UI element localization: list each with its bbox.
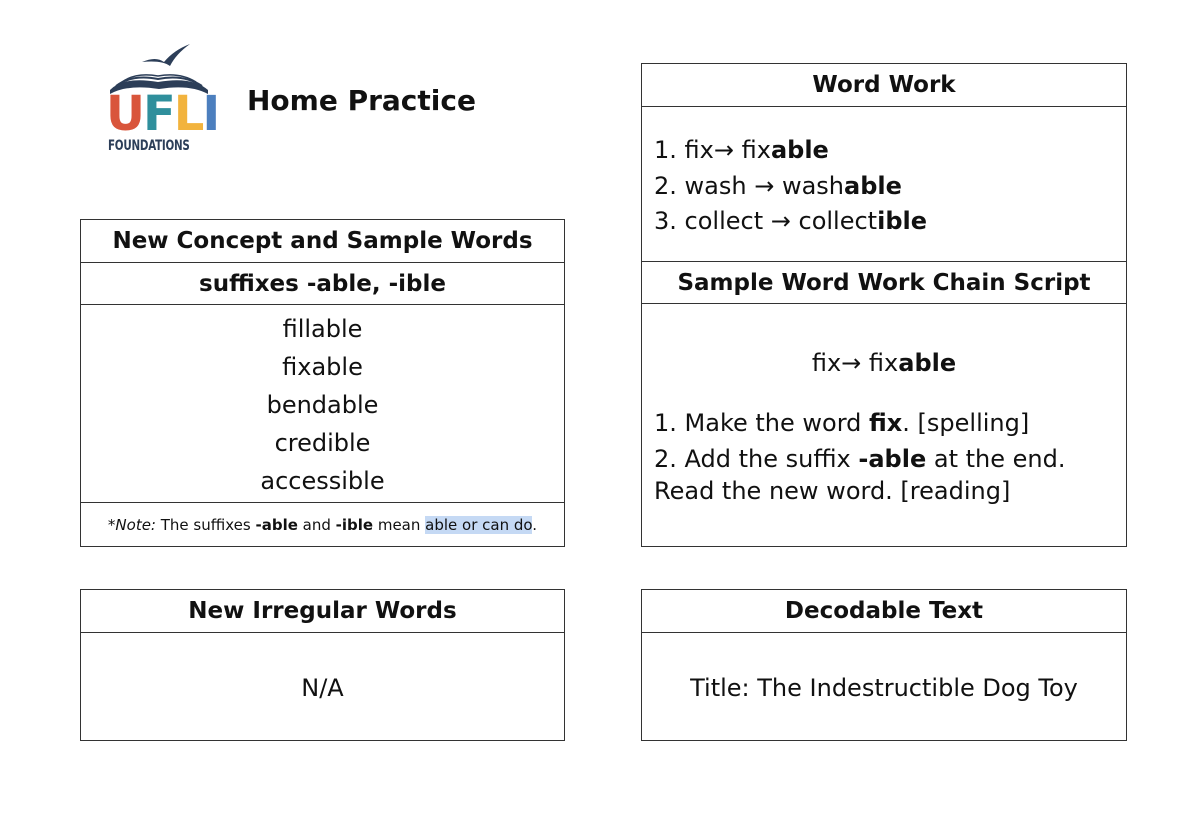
note-text: . [532,515,538,534]
logo-letter-u: U [106,86,143,142]
sample-word: fixable [282,353,363,381]
sample-word: fillable [282,315,363,343]
logo-subtitle: FOUNDATIONS [108,138,190,154]
sample-word: bendable [266,391,379,419]
logo-letter-i: I [202,86,219,142]
word-work-header: Word Work [642,64,1126,107]
note-text: mean [373,515,426,534]
word-work-item: 2. wash → washable [654,172,902,200]
word-work-box [641,63,1127,547]
note-highlight: able or can do [425,515,533,534]
ufli-logo [104,42,219,157]
logo-letter-l: L [173,86,203,142]
sample-word: credible [274,429,371,457]
chain-example: fix→ fixable [811,349,957,377]
chain-script-header: Sample Word Work Chain Script [642,261,1126,304]
note-suffix-able: -able [255,515,298,534]
decodable-title: Title: The Indestructible Dog Toy [690,674,1078,702]
chain-step-1: 1. Make the word fix. [spelling] [654,409,1030,437]
concept-note [81,502,564,546]
irregular-box [80,589,565,741]
page-title: Home Practice [247,84,476,117]
note-suffix-ible: -ible [335,515,374,534]
chain-step-2: 2. Add the suffix -able at the end. [654,445,1066,473]
decodable-box [641,589,1127,741]
word-work-item: 1. fix→ fixable [654,136,829,164]
note-label: *Note: [107,515,156,534]
sample-word-list [81,310,564,500]
irregular-header: New Irregular Words [81,590,564,633]
logo-letters [106,86,219,142]
concept-subheader: suffixes -able, -ible [81,263,564,305]
concept-header: New Concept and Sample Words [81,220,564,263]
logo-letter-f: F [142,86,174,142]
chain-step-2-continued: Read the new word. [reading] [654,477,1011,505]
word-work-item: 3. collect → collectible [654,207,928,235]
irregular-body: N/A [301,674,344,702]
note-text: The suffixes [155,515,256,534]
decodable-header: Decodable Text [642,590,1126,633]
note-text: and [297,515,336,534]
concept-box [80,219,565,547]
sample-word: accessible [260,467,385,495]
